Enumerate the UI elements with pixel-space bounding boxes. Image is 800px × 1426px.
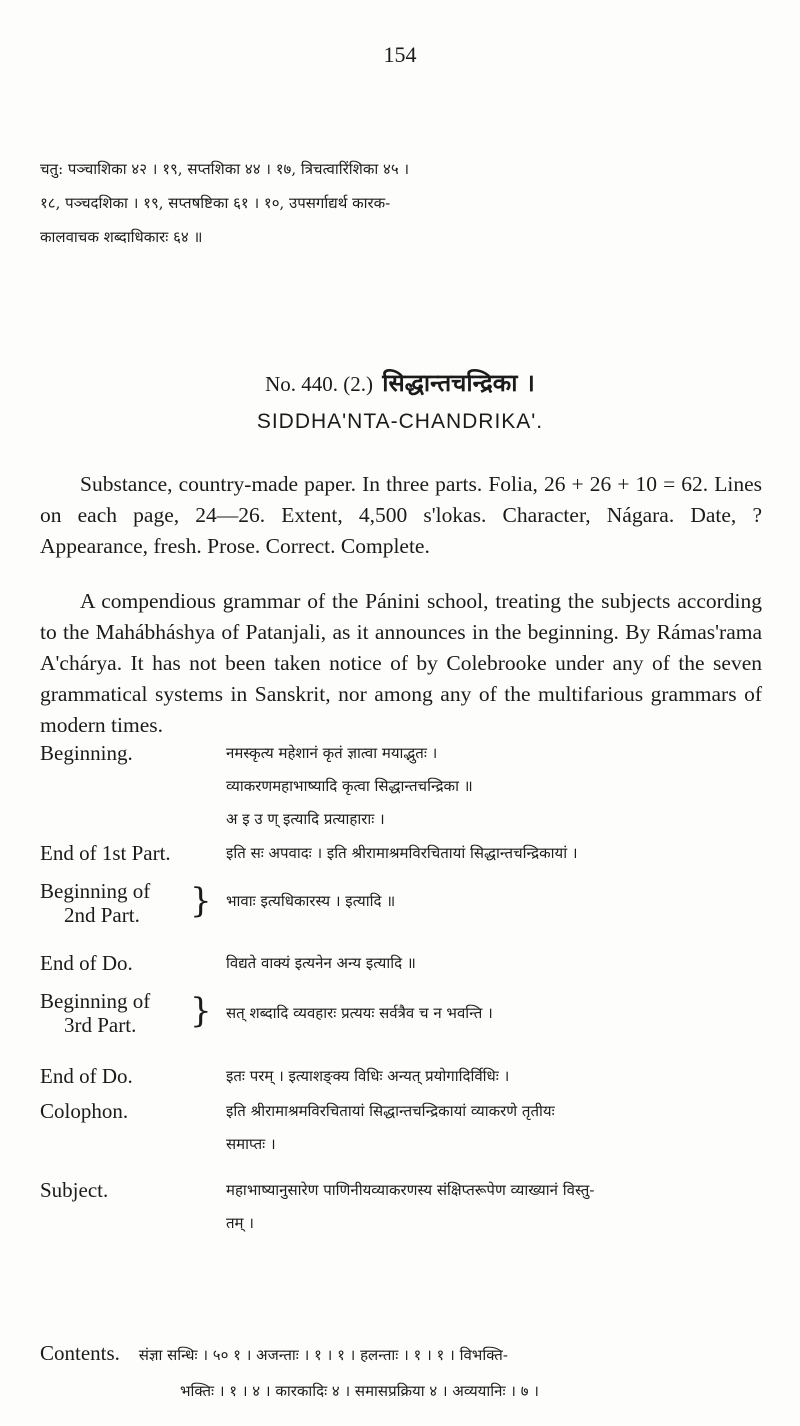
- previous-entry-continuation: [40, 152, 760, 254]
- sanskrit-line: १८, पञ्चदशिका । १९, सप्तषष्टिका ६१ । १०, उपसर्गाद्यर्थ कारक-: [40, 194, 391, 212]
- entry-label: Beginning.: [40, 741, 133, 765]
- entry-text: [226, 997, 766, 1030]
- sanskrit-line: भक्तिः । १ । ४ । कारकादिः ४ । समासप्रक्रिया ४ । अव्ययानिः । ७ ।: [180, 1382, 539, 1400]
- sanskrit-line: व्याकरणमहाभाष्यादि कृत्वा सिद्धान्तचन्द्रिका ॥: [226, 777, 473, 795]
- entry-label-line: Beginning of: [40, 989, 151, 1013]
- sanskrit-line: विद्यते वाक्यं इत्यनेन अन्य इत्यादि ॥: [226, 954, 416, 972]
- entry-label-line: 2nd Part.: [64, 903, 140, 927]
- entry-number: No. 440. (2.): [265, 372, 374, 396]
- sanskrit-line: चतु: पञ्चाशिका ४२ । १९, सप्तशिका ४४ । १७, त्रिचत्वारिंशिका ४५ ।: [40, 160, 410, 178]
- entry-label: Contents.: [40, 1341, 120, 1365]
- entry-label: Colophon.: [40, 1099, 129, 1123]
- entry-label: [40, 879, 210, 927]
- sanskrit-line: सत् शब्दादि व्यवहारः प्रत्ययः सर्वत्रैव च न भवन्ति ।: [226, 1004, 493, 1022]
- entry-label: [40, 989, 210, 1037]
- entry-label: End of 1st Part.: [40, 841, 171, 865]
- entry-text: [226, 947, 766, 980]
- entry-label-line: Beginning of: [40, 879, 151, 903]
- summary-paragraph: A compendious grammar of the Pánini school, treating the subjects according to the Mahábháshya of Patanjali, as it announces in the beginning. By Rámas'rama A'chárya. It has not been taken notice of by Colebrooke under any of the seven grammatical systems in Sanskrit, nor among any of the multifarious grammars of modern times.: [40, 589, 762, 737]
- sanskrit-line: संज्ञा सन्धिः । ५० १ । अजन्ताः । १ । १ । हलन्ताः । १ । १ । विभक्ति-: [138, 1346, 508, 1364]
- entry-text: [226, 885, 766, 918]
- sanskrit-line: समाप्तः ।: [226, 1135, 276, 1153]
- sanskrit-line: अ इ उ ण् इत्यादि प्रत्याहाराः ।: [226, 810, 385, 828]
- sanskrit-line: इति श्रीरामाश्रमविरचितायां सिद्धान्तचन्द्रिकायां व्याकरणे तृतीयः: [226, 1102, 555, 1120]
- substance-paragraph: Substance, country-made paper. In three parts. Folia, 26 + 26 + 10 = 62. Lines on each page, 24—26. Extent, 4,500 s'lokas. Character, Nágara. Date, ? Appearance, fresh. Prose. Correct. Complete.: [40, 472, 762, 558]
- entry-text: [226, 1060, 766, 1093]
- entry-text: [226, 1174, 766, 1240]
- entry-label: End of Do.: [40, 951, 133, 975]
- entry-title-sanskrit: सिद्धान्तचन्द्रिका ।: [382, 368, 535, 397]
- sanskrit-line: इति सः अपवादः । इति श्रीरामाश्रमविरचितायां सिद्धान्तचन्द्रिकायां ।: [226, 844, 578, 862]
- entry-text: [226, 737, 766, 836]
- brace-icon: }: [190, 881, 212, 921]
- entry-title: [0, 366, 800, 399]
- brace-icon: }: [190, 991, 212, 1031]
- entry-label-line: 3rd Part.: [64, 1013, 137, 1037]
- sanskrit-line: कालवाचक शब्दाधिकारः ६४ ॥: [40, 228, 203, 246]
- contents-entry: [40, 1335, 770, 1409]
- sanskrit-line: भावाः इत्यधिकारस्य । इत्यादि ॥: [226, 892, 396, 910]
- sanskrit-line: महाभाष्यानुसारेण पाणिनीयव्याकरणस्य संक्षिप्तरूपेण व्याख्यानं विस्तु-: [226, 1181, 595, 1199]
- page-number: 154: [383, 42, 417, 67]
- sanskrit-line: तम् ।: [226, 1214, 254, 1232]
- entry-label: Subject.: [40, 1178, 109, 1202]
- entry-text: [226, 1095, 766, 1161]
- entry-subtitle: SIDDHA'NTA-CHANDRIKA'.: [256, 410, 544, 433]
- sanskrit-line: नमस्कृत्य महेशानं कृतं ज्ञात्वा मयाद्भुतः ।: [226, 744, 438, 762]
- entry-text: [226, 837, 766, 870]
- sanskrit-line: इतः परम् । इत्याशङ्क्य विधिः अन्यत् प्रयोगादिर्विधिः ।: [226, 1067, 510, 1085]
- entry-label: End of Do.: [40, 1064, 133, 1088]
